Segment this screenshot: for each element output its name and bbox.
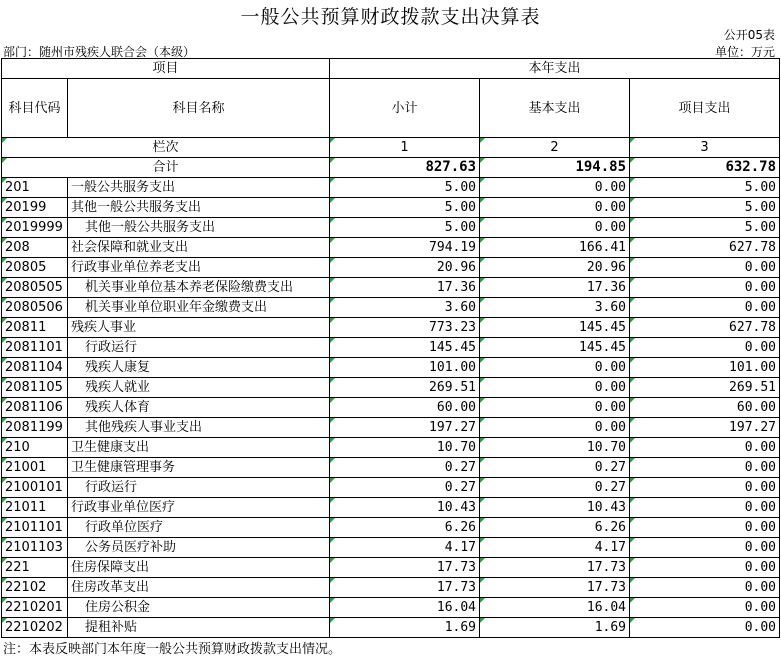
- row-code: 21001: [2, 458, 68, 478]
- row-basic: 0.00: [480, 358, 630, 378]
- row-name: 行政事业单位养老支出: [68, 258, 330, 278]
- header-project: 项目支出: [630, 79, 780, 138]
- row-project: 0.00: [630, 518, 780, 538]
- row-project: 269.51: [630, 378, 780, 398]
- row-subtotal: 5.00: [330, 178, 480, 198]
- row-name: 提租补贴: [68, 618, 330, 638]
- row-subtotal: 6.26: [330, 518, 480, 538]
- table-row: [2, 558, 780, 578]
- row-basic: 166.41: [480, 238, 630, 258]
- row-name: 行政运行: [68, 338, 330, 358]
- row-code: 2081199: [2, 418, 68, 438]
- row-code: 2210201: [2, 598, 68, 618]
- row-basic: 3.60: [480, 298, 630, 318]
- header-item: 项目: [2, 59, 330, 79]
- row-subtotal: 60.00: [330, 398, 480, 418]
- table-row: [2, 178, 780, 198]
- row-name: 行政事业单位医疗: [68, 498, 330, 518]
- row-name: 社会保障和就业支出: [68, 238, 330, 258]
- row-subtotal: 3.60: [330, 298, 480, 318]
- page-title: 一般公共预算财政拨款支出决算表: [240, 6, 541, 28]
- row-project: 0.00: [630, 258, 780, 278]
- header-year-expense: 本年支出: [330, 59, 780, 79]
- row-subtotal: 16.04: [330, 598, 480, 618]
- row-basic: 16.04: [480, 598, 630, 618]
- table-row: [2, 498, 780, 518]
- row-subtotal: 269.51: [330, 378, 480, 398]
- row-name: 残疾人就业: [68, 378, 330, 398]
- row-subtotal: 0.27: [330, 458, 480, 478]
- row-code: 20811: [2, 318, 68, 338]
- table-row: [2, 338, 780, 358]
- row-subtotal: 5.00: [330, 198, 480, 218]
- table-row: [2, 258, 780, 278]
- row-subtotal: 0.27: [330, 478, 480, 498]
- row-code: 2081101: [2, 338, 68, 358]
- row-basic: 0.00: [480, 418, 630, 438]
- row-subtotal: 10.70: [330, 438, 480, 458]
- form-code: 公开05表: [723, 28, 775, 42]
- row-basic: 145.45: [480, 338, 630, 358]
- row-code: 2080506: [2, 298, 68, 318]
- row-project: 0.00: [630, 578, 780, 598]
- row-code: 2080505: [2, 278, 68, 298]
- row-project: 197.27: [630, 418, 780, 438]
- table-row: [2, 218, 780, 238]
- row-basic: 0.00: [480, 218, 630, 238]
- row-name: 其他一般公共服务支出: [68, 218, 330, 238]
- header-basic: 基本支出: [480, 79, 630, 138]
- row-name: 其他残疾人事业支出: [68, 418, 330, 438]
- row-basic: 10.43: [480, 498, 630, 518]
- table-row: [2, 398, 780, 418]
- row-name: 机关事业单位职业年金缴费支出: [68, 298, 330, 318]
- table-row: [2, 578, 780, 598]
- header-code: 科目代码: [2, 79, 68, 138]
- row-name: 残疾人康复: [68, 358, 330, 378]
- table-row: [2, 298, 780, 318]
- row-code: 2101101: [2, 518, 68, 538]
- table-row: [2, 598, 780, 618]
- footnote: 注：本表反映部门本年度一般公共预算财政拨款支出情况。: [3, 642, 342, 657]
- row-code: 20805: [2, 258, 68, 278]
- total-basic: 194.85: [480, 158, 630, 178]
- row-code: 21011: [2, 498, 68, 518]
- row-code: 210: [2, 438, 68, 458]
- header-name: 科目名称: [68, 79, 330, 138]
- department-label: 部门：随州市残疾人联合会（本级）: [3, 45, 196, 59]
- row-code: 2019999: [2, 218, 68, 238]
- row-name: 行政运行: [68, 478, 330, 498]
- table-row: [2, 358, 780, 378]
- row-subtotal: 17.36: [330, 278, 480, 298]
- row-code: 2100101: [2, 478, 68, 498]
- column-label: 栏次: [2, 138, 330, 158]
- table-row: [2, 278, 780, 298]
- row-name: 住房公积金: [68, 598, 330, 618]
- row-name: 卫生健康管理事务: [68, 458, 330, 478]
- row-project: 5.00: [630, 218, 780, 238]
- row-subtotal: 794.19: [330, 238, 480, 258]
- row-subtotal: 17.73: [330, 578, 480, 598]
- row-basic: 0.00: [480, 178, 630, 198]
- row-name: 行政单位医疗: [68, 518, 330, 538]
- column-number-3: 3: [630, 138, 780, 158]
- total-subtotal: 827.63: [330, 158, 480, 178]
- total-label: 合计: [2, 158, 330, 178]
- row-basic: 4.17: [480, 538, 630, 558]
- row-subtotal: 101.00: [330, 358, 480, 378]
- row-basic: 17.36: [480, 278, 630, 298]
- row-project: 0.00: [630, 598, 780, 618]
- expenditure-table: [1, 58, 780, 638]
- row-basic: 0.00: [480, 378, 630, 398]
- row-project: 0.00: [630, 338, 780, 358]
- row-basic: 10.70: [480, 438, 630, 458]
- row-subtotal: 197.27: [330, 418, 480, 438]
- row-subtotal: 1.69: [330, 618, 480, 638]
- row-subtotal: 20.96: [330, 258, 480, 278]
- table-row: [2, 238, 780, 258]
- row-basic: 0.27: [480, 478, 630, 498]
- row-code: 2081105: [2, 378, 68, 398]
- row-name: 残疾人体育: [68, 398, 330, 418]
- row-subtotal: 10.43: [330, 498, 480, 518]
- row-name: 住房保障支出: [68, 558, 330, 578]
- row-basic: 145.45: [480, 318, 630, 338]
- row-name: 残疾人事业: [68, 318, 330, 338]
- row-name: 机关事业单位基本养老保险缴费支出: [68, 278, 330, 298]
- row-code: 22102: [2, 578, 68, 598]
- row-basic: 20.96: [480, 258, 630, 278]
- row-project: 0.00: [630, 298, 780, 318]
- table-row: [2, 438, 780, 458]
- row-code: 201: [2, 178, 68, 198]
- row-project: 5.00: [630, 198, 780, 218]
- row-basic: 0.00: [480, 398, 630, 418]
- table-row: [2, 378, 780, 398]
- row-project: 0.00: [630, 438, 780, 458]
- row-code: 2210202: [2, 618, 68, 638]
- row-code: 2081104: [2, 358, 68, 378]
- row-project: 627.78: [630, 238, 780, 258]
- row-project: 5.00: [630, 178, 780, 198]
- row-subtotal: 773.23: [330, 318, 480, 338]
- row-project: 0.00: [630, 458, 780, 478]
- row-name: 住房改革支出: [68, 578, 330, 598]
- table-row: [2, 618, 780, 638]
- column-number-1: 1: [330, 138, 480, 158]
- row-code: 2081106: [2, 398, 68, 418]
- row-basic: 6.26: [480, 518, 630, 538]
- table-row: [2, 418, 780, 438]
- row-subtotal: 145.45: [330, 338, 480, 358]
- column-number-2: 2: [480, 138, 630, 158]
- total-project: 632.78: [630, 158, 780, 178]
- row-code: 208: [2, 238, 68, 258]
- row-basic: 17.73: [480, 578, 630, 598]
- row-subtotal: 4.17: [330, 538, 480, 558]
- row-project: 0.00: [630, 618, 780, 638]
- row-name: 其他一般公共服务支出: [68, 198, 330, 218]
- row-project: 0.00: [630, 478, 780, 498]
- row-project: 0.00: [630, 498, 780, 518]
- row-project: 0.00: [630, 538, 780, 558]
- row-project: 60.00: [630, 398, 780, 418]
- row-basic: 0.27: [480, 458, 630, 478]
- row-code: 2101103: [2, 538, 68, 558]
- table-row: [2, 458, 780, 478]
- table-row: [2, 478, 780, 498]
- row-code: 221: [2, 558, 68, 578]
- row-name: 一般公共服务支出: [68, 178, 330, 198]
- row-subtotal: 5.00: [330, 218, 480, 238]
- row-project: 0.00: [630, 558, 780, 578]
- row-name: 卫生健康支出: [68, 438, 330, 458]
- table-row: [2, 318, 780, 338]
- total-row: [2, 158, 780, 178]
- row-project: 627.78: [630, 318, 780, 338]
- row-code: 20199: [2, 198, 68, 218]
- row-project: 101.00: [630, 358, 780, 378]
- header-subtotal: 小计: [330, 79, 480, 138]
- row-basic: 17.73: [480, 558, 630, 578]
- row-subtotal: 17.73: [330, 558, 480, 578]
- table-row: [2, 198, 780, 218]
- table-row: [2, 518, 780, 538]
- row-project: 0.00: [630, 278, 780, 298]
- table-row: [2, 538, 780, 558]
- unit-label: 单位：万元: [714, 45, 775, 59]
- row-basic: 0.00: [480, 198, 630, 218]
- row-name: 公务员医疗补助: [68, 538, 330, 558]
- row-basic: 1.69: [480, 618, 630, 638]
